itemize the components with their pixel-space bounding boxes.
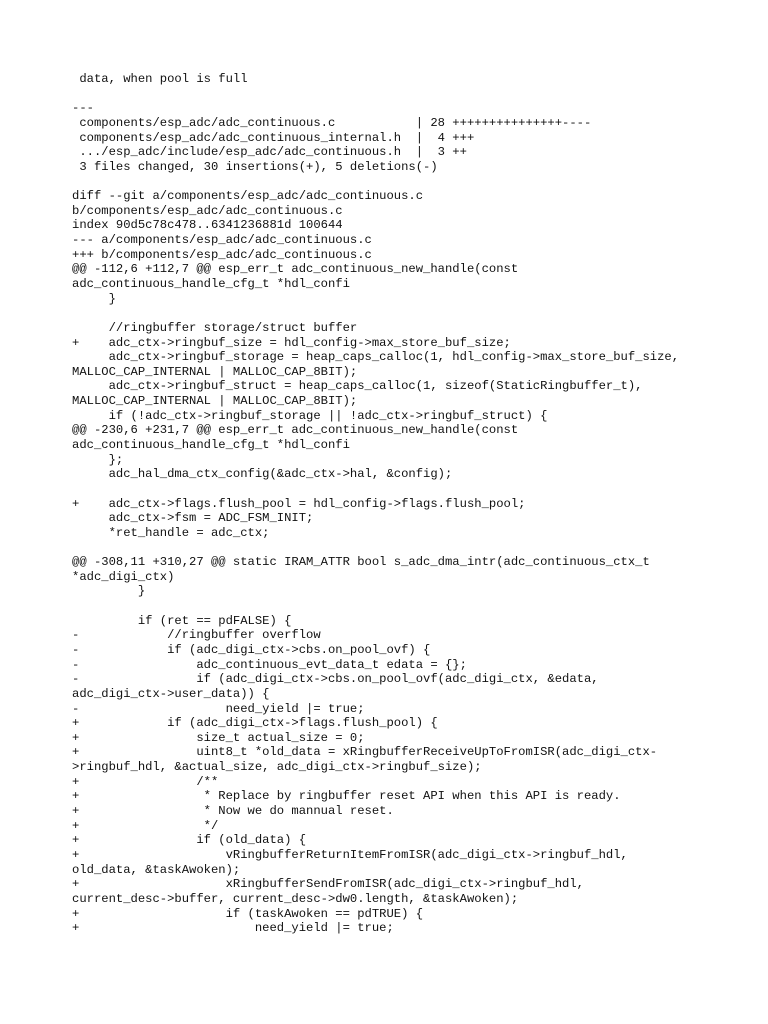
- code-line: - need_yield |= true;: [72, 701, 365, 716]
- code-line: adc_ctx->ringbuf_storage = heap_caps_calloc(1, hdl_config->max_store_buf_size,: [72, 350, 680, 365]
- code-line: >ringbuf_hdl, &actual_size, adc_digi_ctx->ringbuf_size);: [72, 760, 482, 775]
- code-line: + if (taskAwoken == pdTRUE) {: [72, 906, 424, 921]
- code-line: @@ -112,6 +112,7 @@ esp_err_t adc_continuous_new_handle(const: [72, 262, 519, 277]
- code-line: data, when pool is full: [72, 72, 248, 86]
- code-line: adc_digi_ctx->user_data)) {: [72, 686, 270, 701]
- code-line: + if (adc_digi_ctx->flags.flush_pool) {: [72, 716, 438, 731]
- code-line: + adc_ctx->ringbuf_size = hdl_config->max_store_buf_size;: [72, 335, 511, 350]
- code-line: diff --git a/components/esp_adc/adc_continuous.c: [72, 189, 424, 204]
- code-line: - adc_continuous_evt_data_t edata = {};: [72, 657, 467, 672]
- code-line: if (!adc_ctx->ringbuf_storage || !adc_ctx->ringbuf_struct) {: [72, 408, 548, 423]
- patch-text: [72, 72, 732, 936]
- code-line: [72, 174, 732, 189]
- code-line: - if (adc_digi_ctx->cbs.on_pool_ovf) {: [72, 642, 431, 657]
- code-line: [72, 482, 732, 497]
- code-line: };: [72, 452, 124, 467]
- code-line: [72, 306, 732, 321]
- code-line: }: [72, 291, 116, 306]
- code-line: MALLOC_CAP_INTERNAL | MALLOC_CAP_8BIT);: [72, 394, 358, 409]
- code-line: adc_continuous_handle_cfg_t *hdl_confi: [72, 276, 350, 291]
- code-line: //ringbuffer storage/struct buffer: [72, 320, 358, 335]
- code-line: --- a/components/esp_adc/adc_continuous.c: [72, 233, 372, 248]
- code-line: adc_continuous_handle_cfg_t *hdl_confi: [72, 438, 350, 453]
- code-line: adc_ctx->ringbuf_struct = heap_caps_calloc(1, sizeof(StaticRingbuffer_t),: [72, 379, 643, 394]
- code-line: components/esp_adc/adc_continuous.c | 28 +++++++++++++++----: [72, 115, 592, 130]
- code-line: + * Replace by ringbuffer reset API when this API is ready.: [72, 789, 621, 804]
- patch-page: [72, 72, 732, 936]
- code-line: *adc_digi_ctx): [72, 569, 175, 584]
- code-line: + if (old_data) {: [72, 833, 307, 848]
- code-line: @@ -230,6 +231,7 @@ esp_err_t adc_continuous_new_handle(const: [72, 423, 519, 438]
- code-line: 3 files changed, 30 insertions(+), 5 deletions(-): [72, 159, 438, 174]
- code-line: - //ringbuffer overflow: [72, 628, 321, 643]
- code-line: + * Now we do mannual reset.: [72, 804, 394, 819]
- code-line: adc_hal_dma_ctx_config(&adc_ctx->hal, &config);: [72, 467, 453, 482]
- code-line: }: [72, 584, 146, 599]
- code-line: - if (adc_digi_ctx->cbs.on_pool_ovf(adc_digi_ctx, &edata,: [72, 672, 599, 687]
- code-line: + vRingbufferReturnItemFromISR(adc_digi_ctx->ringbuf_hdl,: [72, 847, 628, 862]
- code-line: + /**: [72, 774, 219, 789]
- code-line: .../esp_adc/include/esp_adc/adc_continuous.h | 3 ++: [72, 145, 467, 160]
- code-line: [72, 599, 732, 614]
- code-line: current_desc->buffer, current_desc->dw0.length, &taskAwoken);: [72, 891, 519, 906]
- code-line: ---: [72, 101, 94, 116]
- code-line: [72, 87, 732, 102]
- code-line: @@ -308,11 +310,27 @@ static IRAM_ATTR bool s_adc_dma_intr(adc_continuous_ctx_t: [72, 555, 650, 570]
- code-line: if (ret == pdFALSE) {: [72, 613, 292, 628]
- code-line: [72, 541, 732, 556]
- code-line: *ret_handle = adc_ctx;: [72, 525, 270, 540]
- code-line: old_data, &taskAwoken);: [72, 862, 241, 877]
- code-line: MALLOC_CAP_INTERNAL | MALLOC_CAP_8BIT);: [72, 364, 358, 379]
- code-line: + need_yield |= true;: [72, 921, 394, 936]
- code-line: b/components/esp_adc/adc_continuous.c: [72, 203, 343, 218]
- code-line: adc_ctx->fsm = ADC_FSM_INIT;: [72, 511, 314, 526]
- code-line: + uint8_t *old_data = xRingbufferReceiveUpToFromISR(adc_digi_ctx-: [72, 745, 658, 760]
- code-line: components/esp_adc/adc_continuous_internal.h | 4 +++: [72, 130, 475, 145]
- code-line: index 90d5c78c478..6341236881d 100644: [72, 218, 343, 233]
- code-line: + xRingbufferSendFromISR(adc_digi_ctx->ringbuf_hdl,: [72, 877, 584, 892]
- code-line: + */: [72, 818, 219, 833]
- code-line: +++ b/components/esp_adc/adc_continuous.c: [72, 247, 372, 262]
- code-line: + adc_ctx->flags.flush_pool = hdl_config->flags.flush_pool;: [72, 496, 526, 511]
- code-line: + size_t actual_size = 0;: [72, 730, 365, 745]
